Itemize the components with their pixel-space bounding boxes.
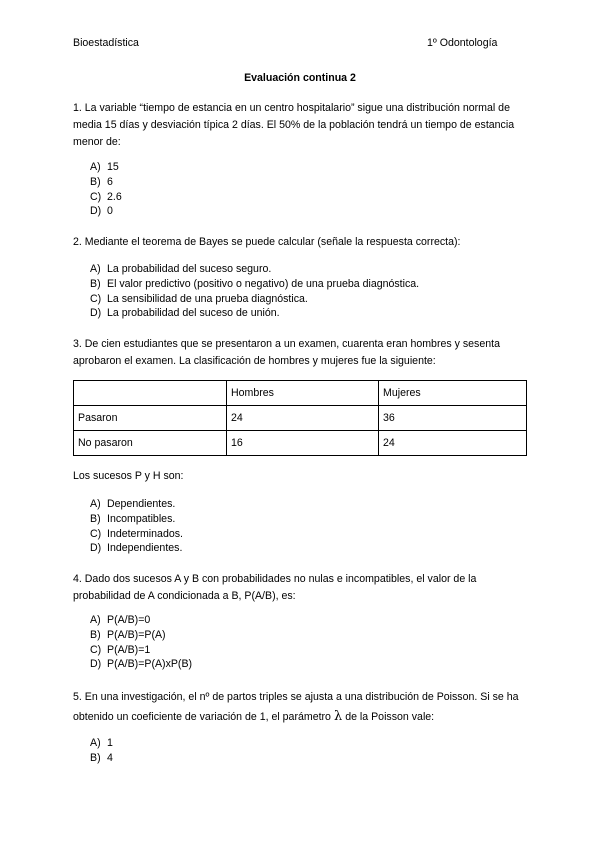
option-text: 0 (107, 205, 113, 218)
option-letter: C) (90, 292, 102, 305)
option-text: Dependientes. (107, 498, 176, 510)
option-4b (90, 628, 192, 643)
table-row-label: Pasaron (74, 406, 227, 431)
option-text: Independientes. (107, 542, 183, 555)
question-3-options (90, 497, 183, 556)
table-cell: 24 (379, 431, 527, 456)
option-3c (90, 527, 183, 542)
option-letter: C) (90, 643, 102, 656)
option-letter: A) (90, 614, 101, 626)
question-3-followup: Los sucesos P y H son: (73, 470, 184, 482)
question-5-options (90, 736, 113, 766)
table-header-row (74, 381, 527, 406)
option-5a (90, 736, 113, 751)
option-2d (90, 306, 419, 321)
question-1-text: 1. La variable “tiempo de estancia en un centro hospitalario” sigue una distribución normal de media 15 días y desviación típica 2 días. El 50% de la población tendrá un tiempo de estancia menor de: (73, 102, 515, 148)
option-text: Indeterminados. (107, 527, 183, 540)
option-2c (90, 292, 419, 307)
option-4d (90, 657, 192, 672)
option-text: La probabilidad del suceso seguro. (107, 263, 272, 275)
table-row-label: No pasaron (74, 431, 227, 456)
option-text: 15 (107, 161, 119, 173)
question-2-text: 2. Mediante el teorema de Bayes se puede calcular (señale la respuesta correcta): (73, 236, 461, 248)
option-2b (90, 277, 419, 292)
header-course: Bioestadística (73, 37, 139, 49)
option-3b (90, 512, 183, 527)
question-2-options (90, 262, 419, 321)
option-letter: D) (90, 658, 102, 671)
option-letter: C) (90, 190, 102, 203)
option-3d (90, 541, 183, 556)
option-letter: B) (90, 277, 101, 290)
option-4a (90, 613, 192, 628)
header-degree: 1º Odontología (427, 37, 498, 49)
option-letter: B) (90, 512, 101, 525)
option-3a (90, 497, 183, 512)
classification-table (73, 380, 527, 456)
option-letter: A) (90, 498, 101, 510)
option-text: 4 (107, 751, 113, 764)
option-text: La probabilidad del suceso de unión. (107, 307, 280, 320)
option-letter: B) (90, 628, 101, 641)
option-letter: D) (90, 542, 102, 555)
option-text: 2.6 (107, 190, 122, 203)
option-2a (90, 262, 419, 277)
option-4c (90, 643, 192, 658)
option-text: P(A/B)=P(A)xP(B) (107, 658, 193, 671)
option-letter: B) (90, 751, 101, 764)
table-cell: 24 (227, 406, 379, 431)
option-text: P(A/B)=P(A) (107, 628, 166, 641)
table-header-cell: Hombres (227, 381, 379, 406)
table-row (74, 406, 527, 431)
option-1a (90, 160, 122, 175)
table-cell (74, 381, 227, 406)
question-4-text: 4. Dado dos sucesos A y B con probabilidades no nulas e incompatibles, el valor de la probabilidad de A condicionada a B, P(A/B), es: (73, 573, 477, 602)
table-header-cell: Mujeres (379, 381, 527, 406)
option-letter: C) (90, 527, 102, 540)
question-5-text-after: de la Poisson vale: (345, 711, 435, 723)
option-letter: D) (90, 307, 102, 320)
option-letter: A) (90, 263, 101, 275)
table-cell: 16 (227, 431, 379, 456)
option-1b (90, 175, 122, 190)
document-title: Evaluación continua 2 (244, 72, 356, 84)
question-5-text-before: 5. En una investigación, el nº de partos triples se ajusta a una distribución de Poisson. Si se ha obtenido un coeficiente de variación de 1, el parámetro (73, 691, 519, 723)
option-1c (90, 190, 122, 205)
option-text: P(A/B)=1 (107, 643, 151, 656)
option-letter: A) (90, 737, 101, 749)
option-text: El valor predictivo (positivo o negativo) de una prueba diagnóstica. (107, 277, 420, 290)
option-letter: A) (90, 161, 101, 173)
option-text: 1 (107, 737, 113, 749)
option-text: La sensibilidad de una prueba diagnóstica. (107, 292, 308, 305)
option-1d (90, 204, 122, 219)
option-text: 6 (107, 175, 113, 188)
option-letter: D) (90, 205, 102, 218)
question-3-text: 3. De cien estudiantes que se presentaron a un examen, cuarenta eran hombres y sesenta aprobaron el examen. La clasificación de hombres y mujeres fue la siguiente: (73, 338, 500, 367)
table-row (74, 431, 527, 456)
option-text: P(A/B)=0 (107, 614, 151, 626)
option-letter: B) (90, 175, 101, 188)
option-text: Incompatibles. (107, 512, 176, 525)
table-cell: 36 (379, 406, 527, 431)
lambda-symbol: λ (333, 709, 343, 724)
question-1-options (90, 160, 122, 219)
question-5-text (73, 688, 533, 727)
option-5b (90, 751, 113, 766)
question-4-options (90, 613, 192, 672)
